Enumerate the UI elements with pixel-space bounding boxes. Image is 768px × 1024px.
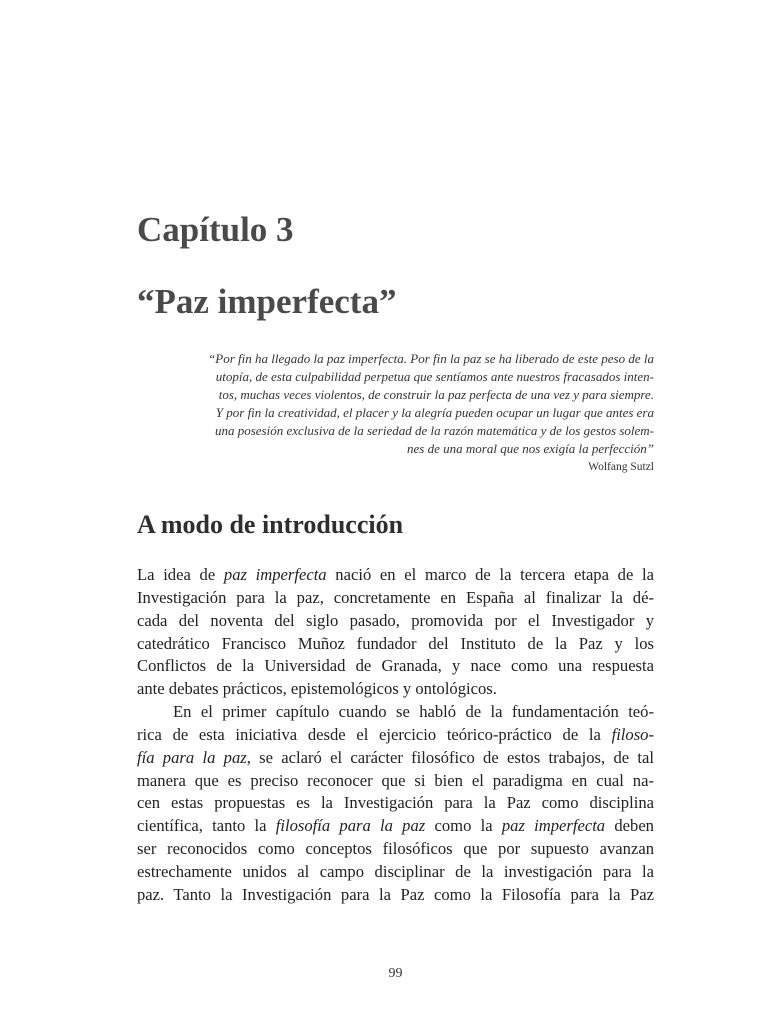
italic-term: filosofía para la paz [275, 816, 426, 836]
epigraph-line: Y por fin la creatividad, el placer y la alegría pueden ocupar un lugar que antes era [215, 405, 654, 421]
text-line: cada del noventa del siglo pasado, promovida por el Investigador y [137, 610, 654, 630]
italic-term: filoso- [611, 724, 654, 744]
epigraph-line: “Por fin ha llegado la paz imperfecta. Por fin la paz se ha liberado de este peso de la [208, 351, 654, 366]
text-line: ante debates prácticos, epistemológicos y ontológicos. [137, 679, 497, 699]
text-line: manera que es preciso reconocer que si bien el paradigma en cual na- [137, 770, 654, 790]
text-line: En el primer capítulo cuando se habló de la fundamentación teó- [173, 702, 654, 722]
book-page [137, 0, 654, 1024]
text-line: Investigación para la paz, concretamente en España al finalizar la dé- [137, 587, 654, 607]
page-number: 99 [388, 966, 403, 981]
text-line: fía para la paz, se aclaró el carácter filosófico de estos trabajos, de tal [137, 747, 654, 767]
epigraph-line: tos, muchas veces violentos, de construir la paz perfecta de una vez y para siempre. [218, 387, 654, 403]
epigraph-line: nes de una moral que nos exigía la perfección” [407, 441, 654, 457]
text-line: paz. Tanto la Investigación para la Paz como la Filosofía para la Paz [137, 884, 654, 904]
italic-term: paz imperfecta [501, 816, 606, 836]
text-line: catedrático Francisco Muñoz fundador del Instituto de la Paz y los [137, 633, 654, 653]
epigraph-line: utopía, de esta culpabilidad perpetua que sentíamos ante nuestros fracasados inten- [215, 369, 654, 385]
italic-term: fía para la paz [137, 747, 247, 767]
text-line: La idea de paz imperfecta nació en el marco de la tercera etapa de la [137, 565, 654, 584]
text-line: científica, tanto la filosofía para la paz como la paz imperfecta deben [137, 816, 654, 836]
body-text [137, 564, 654, 907]
text-line: cen estas propuestas es la Investigación para la Paz como disciplina [137, 793, 654, 813]
epigraph-author: Wolfang Sutzl [588, 461, 654, 473]
epigraph-line: una posesión exclusiva de la seriedad de la razón matemática y de los gestos solem- [214, 423, 654, 439]
italic-term: paz imperfecta [223, 565, 327, 584]
text-line: Conflictos de la Universidad de Granada, y nace como una respuesta [137, 656, 654, 676]
text-line: rica de esta iniciativa desde el ejercicio teórico-práctico de la filoso- [137, 724, 654, 744]
section-heading: A modo de introducción [137, 510, 404, 539]
chapter-title: “Paz imperfecta” [137, 282, 397, 321]
epigraph-quote [137, 350, 654, 459]
chapter-number: Capítulo 3 [137, 210, 294, 249]
text-line: estrechamente unidos al campo disciplinar de la investigación para la [137, 861, 654, 881]
text-line: ser reconocidos como conceptos filosóficos que por supuesto avanzan [137, 839, 654, 859]
